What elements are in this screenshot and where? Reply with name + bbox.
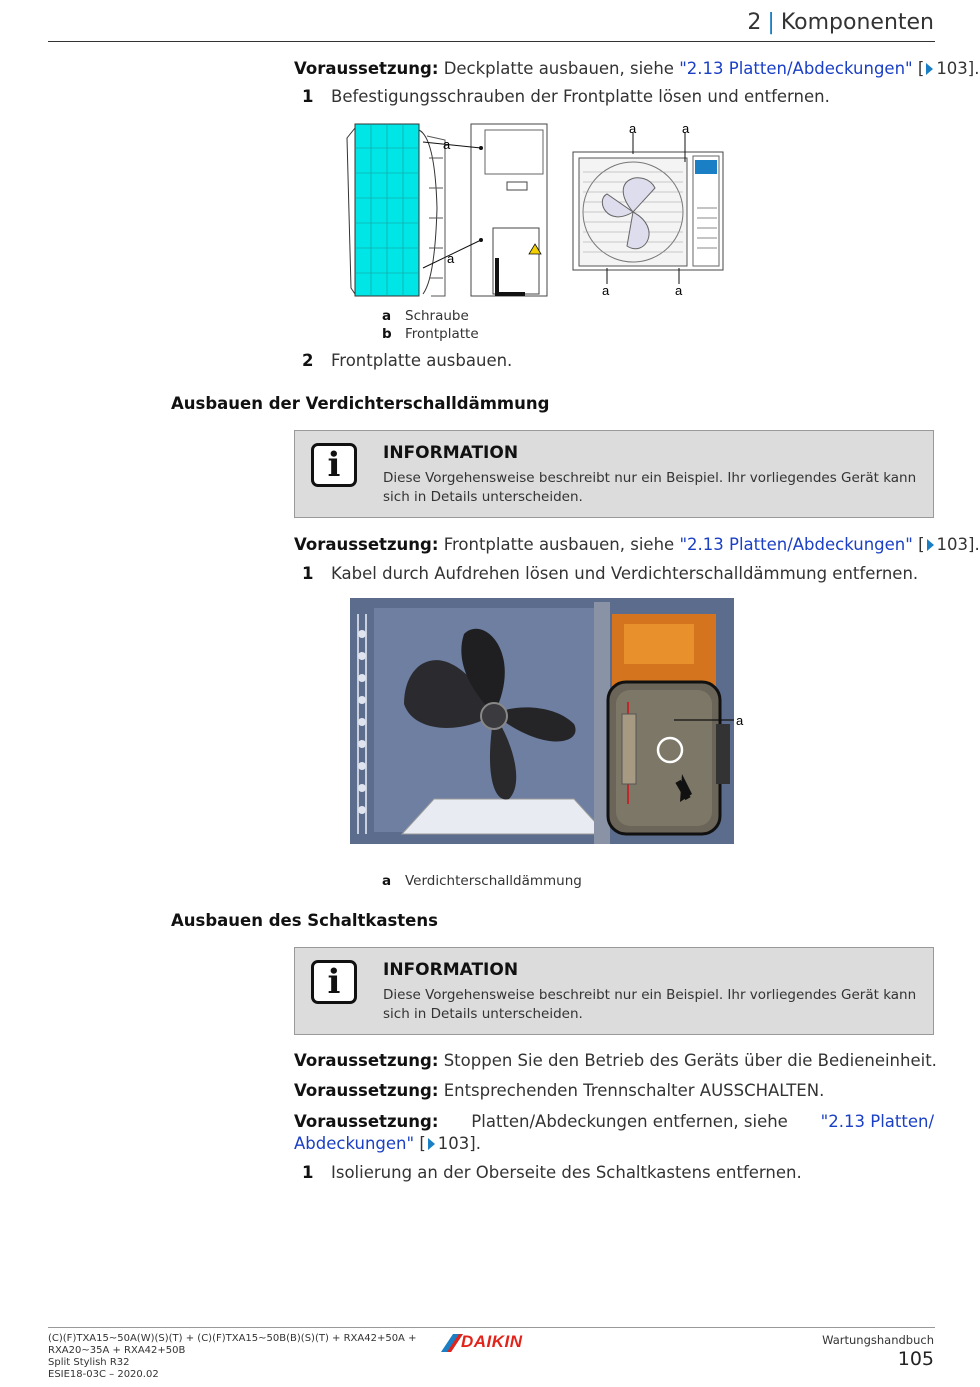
cross-reference-link[interactable]: "2.13 Platten/Abdeckungen"	[679, 59, 913, 78]
legend-value: Verdichterschalldämmung	[405, 873, 582, 889]
prerequisite-paragraph	[294, 1111, 934, 1133]
figure-label: a	[443, 137, 451, 152]
info-icon: i	[311, 960, 357, 1004]
prerequisite-label: Voraussetzung:	[294, 535, 439, 554]
page-reference[interactable]: 103].	[437, 1134, 481, 1153]
chapter-number: 2	[747, 10, 762, 35]
figure-label: a	[602, 283, 610, 298]
page-arrow-icon	[926, 63, 933, 75]
information-box	[294, 430, 934, 518]
header-rule	[48, 41, 935, 42]
cross-reference-link[interactable]: "2.13 Platten/Abdeckungen"	[679, 535, 913, 554]
info-title: INFORMATION	[383, 960, 519, 980]
daikin-logo	[441, 1332, 541, 1354]
figure-label: a	[675, 283, 683, 298]
model-line: (C)(F)TXA15~50A(W)(S)(T) + (C)(F)TXA15~50B(B)(S)(T) + RXA42+50A +	[48, 1333, 417, 1344]
prerequisite-text: Frontplatte ausbauen, siehe	[443, 535, 675, 554]
prerequisite-paragraph-continued	[294, 1133, 481, 1155]
legend-key: a	[382, 873, 392, 889]
cross-reference-link[interactable]: "2.13 Platten/	[820, 1112, 934, 1131]
step-text: Isolierung an der Oberseite des Schaltkastens entfernen.	[331, 1163, 802, 1182]
unit-front-view	[573, 132, 723, 284]
step-text: Kabel durch Aufdrehen lösen und Verdichterschalldämmung entfernen.	[331, 564, 919, 583]
chapter-header	[747, 10, 934, 35]
page-reference[interactable]: 103].	[936, 535, 980, 554]
info-title: INFORMATION	[383, 443, 519, 463]
prerequisite-paragraph	[294, 58, 980, 80]
figure-label: a	[682, 121, 690, 136]
prerequisite-label: Voraussetzung:	[294, 1081, 439, 1100]
prerequisite-paragraph	[294, 1050, 937, 1072]
brand-name: DAIKIN	[461, 1332, 523, 1351]
step-number: 1	[302, 1163, 314, 1182]
step-text: Frontplatte ausbauen.	[331, 351, 513, 370]
section-heading: Ausbauen der Verdichterschalldämmung	[171, 394, 550, 413]
info-icon: i	[311, 443, 357, 487]
info-text: Diese Vorgehensweise beschreibt nur ein Beispiel. Ihr vorliegendes Gerät kann sich in Details unterscheiden.	[383, 987, 917, 1022]
bracket: [	[918, 535, 925, 554]
chapter-title: Komponenten	[780, 10, 934, 35]
footer-rule	[48, 1327, 935, 1328]
legend-key: a	[382, 308, 392, 324]
prerequisite-text: Platten/Abdeckungen entfernen, siehe	[471, 1112, 788, 1131]
figure-label: a	[736, 713, 744, 728]
document-type: Wartungshandbuch	[822, 1333, 934, 1347]
prerequisite-paragraph	[294, 534, 980, 556]
bracket: [	[419, 1134, 426, 1153]
prerequisite-label: Voraussetzung:	[294, 1051, 439, 1070]
compressor-insulation-figure	[344, 594, 744, 866]
legend-value: Schraube	[405, 308, 469, 324]
header-separator: |	[767, 10, 775, 35]
section-heading: Ausbauen des Schaltkastens	[171, 911, 438, 930]
page-number: 105	[897, 1348, 934, 1370]
cross-reference-link[interactable]: Abdeckungen"	[294, 1134, 415, 1153]
bracket: [	[917, 59, 925, 78]
legend-value: Frontplatte	[405, 326, 479, 342]
prerequisite-paragraph	[294, 1080, 824, 1102]
prerequisite-text: Stoppen Sie den Betrieb des Geräts über die Bedieneinheit.	[443, 1051, 937, 1070]
front-panel-figure	[345, 118, 735, 300]
prerequisite-label: Voraussetzung:	[294, 1112, 439, 1131]
step-text: Befestigungsschrauben der Frontplatte lösen und entfernen.	[331, 87, 830, 106]
prerequisite-label: Voraussetzung:	[294, 59, 439, 78]
model-line: RXA20~35A + RXA42+50B	[48, 1345, 186, 1356]
info-text: Diese Vorgehensweise beschreibt nur ein Beispiel. Ihr vorliegendes Gerät kann sich in Details unterscheiden.	[383, 470, 917, 505]
step-number: 1	[302, 564, 314, 583]
figure-label: a	[629, 121, 637, 136]
page-arrow-icon	[428, 1138, 435, 1150]
footer-model-info	[48, 1333, 416, 1381]
legend-key: b	[382, 326, 392, 342]
figure-label: a	[447, 251, 455, 266]
information-box	[294, 947, 934, 1035]
model-line: Split Stylish R32	[48, 1357, 130, 1368]
prerequisite-text: Entsprechenden Trennschalter AUSSCHALTEN.	[443, 1081, 825, 1100]
step-number: 2	[302, 351, 314, 370]
document-code: ESIE18-03C – 2020.02	[48, 1369, 159, 1380]
page-reference[interactable]: 103].	[936, 59, 980, 78]
step-number: 1	[302, 87, 314, 106]
page-arrow-icon	[927, 539, 934, 551]
prerequisite-text: Deckplatte ausbauen, siehe	[443, 59, 674, 78]
